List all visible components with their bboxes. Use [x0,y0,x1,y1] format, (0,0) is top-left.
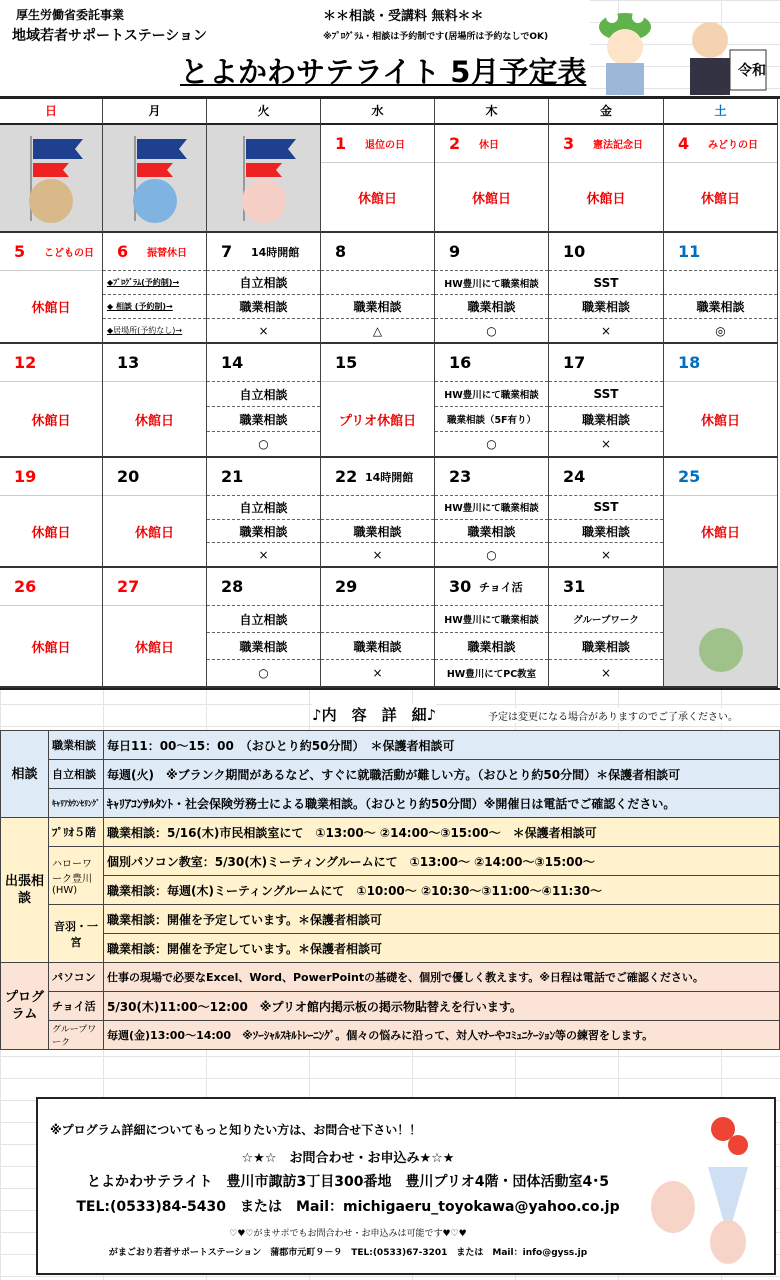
day-header [103,458,206,496]
closed-label: 休館日 [700,413,740,429]
day-header [207,233,320,271]
day-cell [549,233,664,344]
closed-label: 休館日 [471,191,511,207]
day-note: チョイ活 [479,580,523,594]
day-cell [664,233,778,344]
day-number: 26 [14,577,37,596]
consult-slot: 職業相談 [549,520,663,544]
drop-in-status: ○ [486,437,497,451]
sponsor-label: 厚生労働省委託事業 [16,8,125,22]
day-cell [664,344,778,458]
program-slot [321,496,434,520]
illustration-rabbit [207,125,321,233]
day-header [549,233,663,271]
program-slot: SST [549,382,663,407]
day-note: 振替休日 [147,248,187,259]
program-slot: SST [549,496,663,520]
day-note: 退位の日 [365,140,405,151]
day-header [549,344,663,382]
consult-slot: 職業相談 [321,295,434,319]
day-header [435,458,548,496]
day-number: 14 [221,353,244,372]
address-text: とよかわサテライト 豊川市諏訪3丁目300番地 豊川プリオ4階・団体活動室4･5 [86,1174,610,1190]
item-text: 毎日11：00～15：00 （おひとり約50分間） ＊保護者相談可 [104,731,780,760]
day-number: 11 [678,242,701,261]
legend-item: ◆ﾌﾟﾛｸﾞﾗﾑ(予約制)→ [103,271,206,295]
closed-label: 休館日 [586,191,626,207]
day-cell [549,568,664,688]
program-slot: HW豊川にて職業相談 [435,382,548,407]
item-text: 職業相談：開催を予定しています。＊保護者相談可 [104,905,780,934]
item-label: ｷｬﾘｱｶｳﾝｾﾘﾝｸﾞ [49,789,104,818]
page-title: とよかわサテライト 5月予定表 [180,50,586,91]
org-name: 地域若者サポートステーション [12,28,208,44]
day-header [549,568,663,606]
day-cell [549,344,664,458]
day-cell [321,458,435,568]
consult-slot: 職業相談 [664,295,777,319]
program-slot: グループワーク [549,606,663,633]
item-label: チョイ活 [49,992,104,1021]
consult-slot: 職業相談 [207,520,320,544]
day-cell [0,458,103,568]
consult-slot: 職業相談 [207,407,320,432]
day-header [321,458,434,496]
consult-slot: 職業相談 [321,520,434,544]
day-number: 8 [335,242,347,261]
day-number: 31 [563,577,586,596]
gamasapo-address[interactable]: がまごおり若者サポートステーション 蒲郡市元町９－９ TEL:(0533)67-3201 または Mail：info@gyss.jp [108,1248,588,1258]
day-number: 1 [335,134,347,153]
day-cell [321,233,435,344]
program-slot: 自立相談 [207,271,320,295]
program-slot: HW豊川にて職業相談 [435,496,548,520]
weekday-header: 水 [321,99,435,125]
day-header [664,125,777,163]
day-header [103,568,206,606]
closed-label: 休館日 [134,640,174,656]
details-note: 予定は変更になる場合がありますのでご了承ください。 [488,708,738,723]
consult-slot: 職業相談 [549,407,663,432]
day-number: 5 [14,242,26,261]
day-number: 12 [14,353,37,372]
day-header [103,233,206,271]
item-text: 職業相談：開催を予定しています。＊保護者相談可 [104,934,780,963]
day-number: 23 [449,467,472,486]
day-number: 29 [335,577,358,596]
day-cell [435,344,549,458]
drop-in-status: × [258,323,269,338]
closed-label: 休館日 [31,640,71,656]
program-slot: HW豊川にて職業相談 [435,271,548,295]
day-number: 7 [221,242,233,261]
weekday-header: 火 [207,99,321,125]
day-number: 27 [117,577,140,596]
drop-in-status: × [600,547,612,562]
day-header [0,233,102,271]
closed-label: 休館日 [134,413,174,429]
consult-slot: 職業相談 [321,633,434,660]
day-cell [103,458,207,568]
weekday-header: 土 [664,99,778,125]
drop-in-status: × [372,547,383,562]
consult-slot: 職業相談 [549,633,663,660]
program-slot [321,271,434,295]
day-cell [207,568,321,688]
weekday-header: 日 [0,99,103,125]
illustration-elephant [103,125,207,233]
item-text: ｷｬﾘｱｺﾝｻﾙﾀﾝﾄ・社会保険労務士による職業相談。（おひとり約50分間）※開催日は電話でご確認ください。 [104,789,780,818]
day-header [321,233,434,271]
details-table [0,730,780,1050]
consult-slot: 職業相談 [207,633,320,660]
program-slot: 自立相談 [207,382,320,407]
day-header [435,568,548,606]
mascot-illustrations [590,5,770,95]
drop-in-status: ○ [258,437,269,451]
day-number: 20 [117,467,140,486]
contact-heading: ☆★☆ お問合わせ・お申込み★☆★ [241,1151,455,1166]
consult-slot: 職業相談 [435,295,548,319]
program-slot: 自立相談 [207,606,320,633]
contact-tel-mail[interactable]: TEL:(0533)84-5430 または Mail：michigaeru_toyokawa@yahoo.co.jp [76,1199,620,1215]
day-cell [103,344,207,458]
day-cell [0,344,103,458]
day-number: 9 [449,242,461,261]
consult-slot: 職業相談 [207,295,320,319]
weekday-header: 月 [103,99,207,125]
day-cell [207,233,321,344]
day-cell [435,458,549,568]
day-header [0,344,102,382]
item-text: 個別パソコン教室：5/30(木)ミーティングルームにて ①13:00～ ②14:00～③15:00～ [104,847,780,876]
bear-illustration [6,131,96,226]
category-consult: 相談 [1,731,49,818]
day-header [664,233,777,271]
day-cell [103,233,207,344]
day-number: 25 [678,467,701,486]
day-number: 4 [678,134,690,153]
illustration-bear [0,125,103,233]
day-number: 21 [221,467,244,486]
details-title: ♪内 容 詳 細♪ [312,706,437,724]
day-number: 2 [449,134,461,153]
day-header [664,344,777,382]
day-note: 14時開館 [251,245,300,259]
closed-label: 休館日 [700,191,740,207]
rabbit-carnation-illustration [628,1107,768,1272]
day-header [207,344,320,382]
day-number: 16 [449,353,472,372]
reservation-notice: ※ﾌﾟﾛｸﾞﾗﾑ・相談は予約制です(居場所は予約なしでOK) [323,32,549,42]
closed-label: 休館日 [700,525,740,541]
legend-item: ◆居場所(予約なし)→ [107,326,183,335]
day-note: こどもの日 [44,248,94,259]
item-label: 職業相談 [49,731,104,760]
day-number: 3 [563,134,575,153]
day-header [435,125,548,163]
day-cell [207,344,321,458]
day-number: 17 [563,353,586,372]
day-header [549,458,663,496]
more-info-text: ※プログラム詳細についてもっと知りたい方は、お問合せ下さい！！ [50,1123,422,1137]
drop-in-status: △ [372,323,383,338]
item-label: パソコン [49,963,104,992]
day-cell [549,458,664,568]
day-number: 24 [563,467,586,486]
day-note: 憲法記念日 [593,140,643,151]
closed-label: プリオ休館日 [338,413,417,429]
reiwa-sign: 令和 [738,63,766,79]
day-cell [549,125,664,233]
item-label: グループワーク [49,1021,104,1050]
category-program: プログラム [1,963,49,1050]
item-label: 音羽・一宮 [49,905,104,963]
mochi-illustration [676,580,766,675]
drop-in-status: ○ [486,323,497,338]
day-number: 22 [335,467,358,486]
item-label: 自立相談 [49,760,104,789]
elephant-illustration [110,131,200,226]
day-header [0,458,102,496]
day-cell [103,568,207,688]
day-header [321,125,434,163]
day-note: 14時開館 [365,470,414,484]
closed-label: 休館日 [31,301,71,316]
day-cell [321,125,435,233]
category-outreach: 出張相談 [1,818,49,963]
day-number: 6 [117,242,129,261]
program-slot [664,271,777,295]
consult-slot: 職業相談 [435,520,548,544]
day-header [207,568,320,606]
item-text: 毎週(火) ※ブランク期間があるなど、すぐに就職活動が難しい方。（おひとり約50分間）＊保護者相談可 [104,760,780,789]
day-cell [207,458,321,568]
drop-in-status: × [258,547,269,562]
item-text: 職業相談：毎週(木)ミーティングルームにて ①10:00～ ②10:30～③11:00～④11:30～ [104,876,780,905]
legend-item: ◆ 相談 (予約制)→ [103,295,206,319]
drop-in-status: HW豊川にてPC教室 [446,669,537,680]
drop-in-status: × [600,323,612,338]
program-slot [321,606,434,633]
day-header [435,344,548,382]
item-text: 仕事の現場で必要なExcel、Word、PowerPointの基礎を、個別で優しく教えます。※日程は電話でご確認ください。 [104,963,780,992]
illustration-mochi [664,568,778,688]
day-note: 休日 [479,140,499,151]
day-note: みどりの日 [708,140,758,151]
day-number: 13 [117,353,140,372]
day-header [321,568,434,606]
program-slot: SST [549,271,663,295]
day-cell [435,233,549,344]
closed-label: 休館日 [134,525,174,541]
day-cell [435,568,549,688]
consult-slot: 職業相談 [435,633,548,660]
consult-slot: 職業相談 [549,295,663,319]
day-cell [321,344,435,458]
day-header [103,344,206,382]
calendar-grid [0,96,780,690]
item-text: 5/30(木)11:00～12:00 ※プリオ館内掲示板の掲示物貼替えを行います。 [104,992,780,1021]
day-header [435,233,548,271]
item-text: 毎週(金)13:00～14:00 ※ｿｰｼｬﾙｽｷﾙﾄﾚｰﾆﾝｸﾞ。個々の悩みに沿って、対人ﾏﾅｰやｺﾐｭﾆｹｰｼｮﾝ等の練習をします。 [104,1021,780,1050]
drop-in-status: ○ [258,666,269,680]
item-label: ハローワーク豊川(HW) [49,847,104,905]
contact-box [36,1097,776,1275]
item-label: ﾌﾟﾘｵ５階 [49,818,104,847]
day-cell [664,125,778,233]
day-header [664,458,777,496]
weekday-header: 木 [435,99,549,125]
day-cell [0,568,103,688]
day-header [549,125,663,163]
weekday-header: 金 [549,99,664,125]
program-slot: HW豊川にて職業相談 [435,606,548,633]
day-number: 19 [14,467,37,486]
day-header [0,568,102,606]
day-cell [0,233,103,344]
closed-label: 休館日 [357,191,397,207]
day-number: 30 [449,577,472,596]
drop-in-status: × [600,666,612,680]
gamasapo-note: ♡♥♡がまサポでもお問合わせ・お申込みは可能です♥♡♥ [229,1229,467,1239]
day-number: 18 [678,353,701,372]
program-slot: 自立相談 [207,496,320,520]
free-notice: ＊＊相談・受講料 無料＊＊ [323,9,484,24]
closed-label: 休館日 [31,525,71,541]
day-number: 28 [221,577,244,596]
day-header [321,344,434,382]
day-number: 10 [563,242,586,261]
rabbit-illustration [219,131,309,226]
drop-in-status: × [600,437,612,451]
drop-in-status: ○ [486,547,497,562]
day-number: 15 [335,353,358,372]
closed-label: 休館日 [31,413,71,429]
consult-slot: 職業相談（5F有り） [435,407,548,432]
day-cell [435,125,549,233]
day-header [207,458,320,496]
drop-in-status: ◎ [715,323,726,338]
drop-in-status: × [372,666,383,680]
day-cell [664,458,778,568]
item-text: 職業相談：5/16(木)市民相談室にて ①13:00～ ②14:00～③15:00～ ＊保護者相談可 [104,818,780,847]
day-cell [321,568,435,688]
